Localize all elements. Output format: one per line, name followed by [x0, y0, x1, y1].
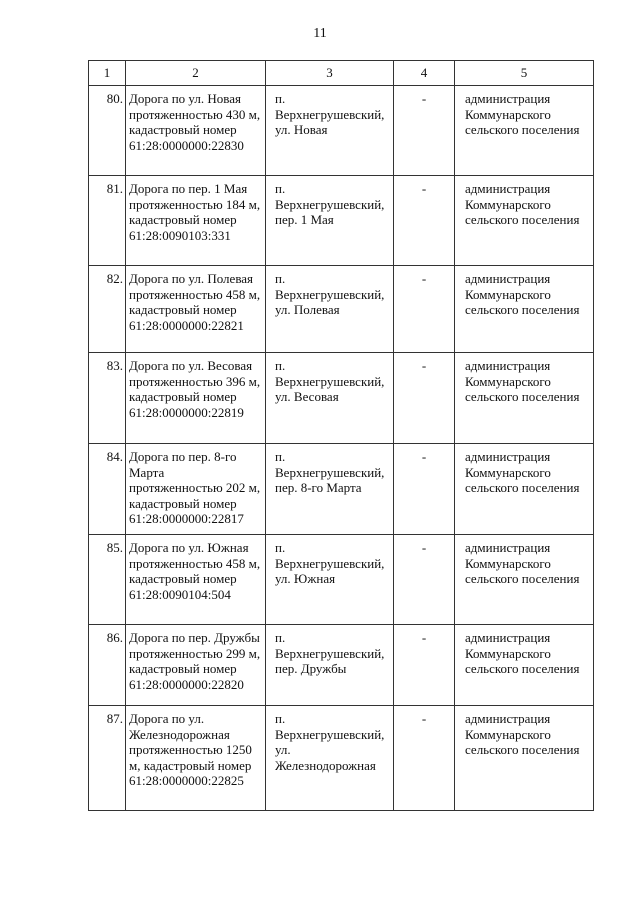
- road-location: п. Верхнегрушевский, ул. Весовая: [266, 353, 394, 444]
- road-location: п. Верхнегрушевский, ул. Южная: [266, 535, 394, 625]
- column-header: 4: [394, 61, 455, 86]
- row-number: 86.: [89, 625, 126, 706]
- column-header: 3: [266, 61, 394, 86]
- column-4-value: -: [394, 86, 455, 176]
- table-row: [89, 535, 594, 625]
- column-4-value: -: [394, 266, 455, 353]
- road-description: Дорога по пер. 8-го Марта протяженностью 202 м, кадастровый номер 61:28:0000000:22817: [126, 444, 266, 535]
- column-header: 1: [89, 61, 126, 86]
- column-header: 5: [455, 61, 594, 86]
- road-description: Дорога по ул. Полевая протяженностью 458 м, кадастровый номер 61:28:0000000:22821: [126, 266, 266, 353]
- road-owner: администрация Коммунарского сельского поселения: [455, 266, 594, 353]
- table-row: [89, 706, 594, 811]
- column-header: 2: [126, 61, 266, 86]
- column-4-value: -: [394, 625, 455, 706]
- row-number: 80.: [89, 86, 126, 176]
- column-4-value: -: [394, 706, 455, 811]
- road-description: Дорога по пер. Дружбы протяженностью 299 м, кадастровый номер 61:28:0000000:22820: [126, 625, 266, 706]
- column-4-value: -: [394, 353, 455, 444]
- road-owner: администрация Коммунарского сельского поселения: [455, 444, 594, 535]
- row-number: 87.: [89, 706, 126, 811]
- road-description: Дорога по ул. Железнодорожная протяженностью 1250 м, кадастровый номер 61:28:0000000:22825: [126, 706, 266, 811]
- column-4-value: -: [394, 176, 455, 266]
- row-number: 81.: [89, 176, 126, 266]
- column-4-value: -: [394, 535, 455, 625]
- row-number: 83.: [89, 353, 126, 444]
- road-location: п. Верхнегрушевский, ул. Железнодорожная: [266, 706, 394, 811]
- road-location: п. Верхнегрушевский, пер. Дружбы: [266, 625, 394, 706]
- road-location: п. Верхнегрушевский, пер. 8-го Марта: [266, 444, 394, 535]
- road-description: Дорога по ул. Новая протяженностью 430 м, кадастровый номер 61:28:0000000:22830: [126, 86, 266, 176]
- table-row: [89, 625, 594, 706]
- road-owner: администрация Коммунарского сельского поселения: [455, 86, 594, 176]
- column-4-value: -: [394, 444, 455, 535]
- road-description: Дорога по пер. 1 Мая протяженностью 184 м, кадастровый номер 61:28:0090103:331: [126, 176, 266, 266]
- table-row: [89, 353, 594, 444]
- row-number: 85.: [89, 535, 126, 625]
- road-owner: администрация Коммунарского сельского поселения: [455, 535, 594, 625]
- road-owner: администрация Коммунарского сельского поселения: [455, 176, 594, 266]
- road-owner: администрация Коммунарского сельского поселения: [455, 706, 594, 811]
- road-location: п. Верхнегрушевский, ул. Полевая: [266, 266, 394, 353]
- table-header-row: [89, 61, 594, 86]
- road-description: Дорога по ул. Весовая протяженностью 396 м, кадастровый номер 61:28:0000000:22819: [126, 353, 266, 444]
- table-row: [89, 444, 594, 535]
- page-number: 11: [313, 26, 327, 41]
- road-owner: администрация Коммунарского сельского поселения: [455, 625, 594, 706]
- row-number: 82.: [89, 266, 126, 353]
- road-owner: администрация Коммунарского сельского поселения: [455, 353, 594, 444]
- road-registry-table: [88, 60, 594, 811]
- table-row: [89, 266, 594, 353]
- table-row: [89, 86, 594, 176]
- table-row: [89, 176, 594, 266]
- road-location: п. Верхнегрушевский, пер. 1 Мая: [266, 176, 394, 266]
- row-number: 84.: [89, 444, 126, 535]
- road-description: Дорога по ул. Южная протяженностью 458 м, кадастровый номер 61:28:0090104:504: [126, 535, 266, 625]
- road-location: п. Верхнегрушевский, ул. Новая: [266, 86, 394, 176]
